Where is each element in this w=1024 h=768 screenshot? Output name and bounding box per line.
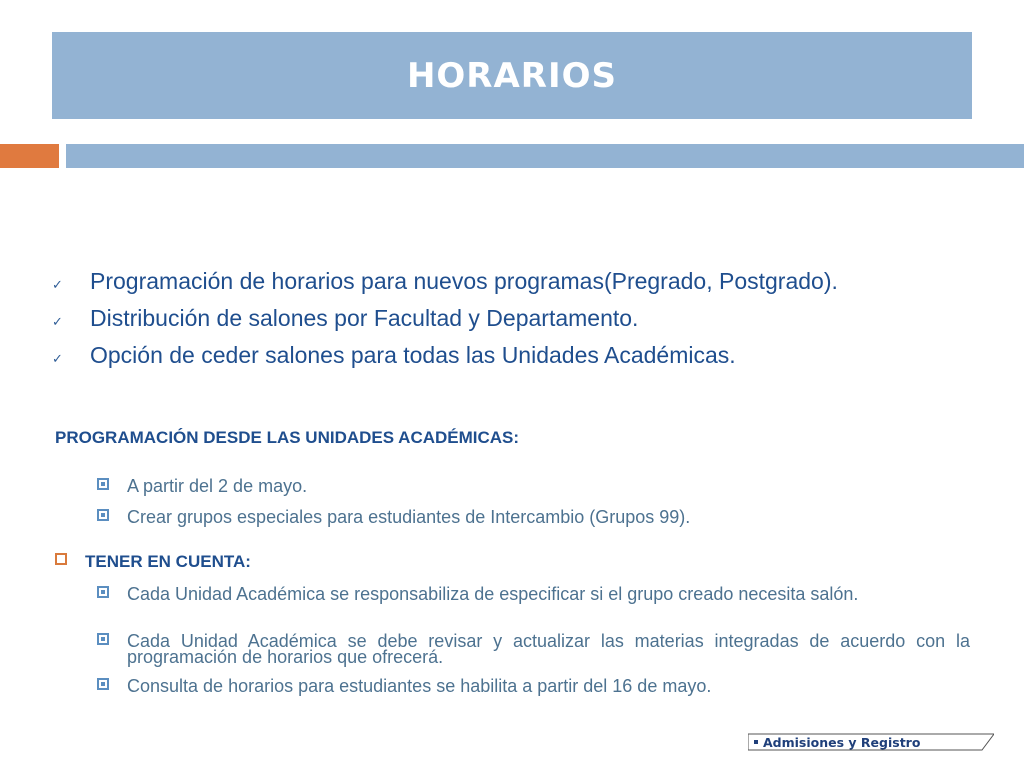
slide-title: HORARIOS [406,55,618,96]
square-bullet-icon [55,553,67,565]
list-item [97,678,970,694]
checklist-item [52,305,992,342]
checklist-item [52,342,992,379]
logo-bullet-icon [754,740,758,744]
list-item [97,586,970,602]
list-item-text: Cada Unidad Académica se responsabiliza de especificar si el grupo creado necesita salón. [127,584,859,604]
list-item [97,509,970,525]
blue-accent-bar [66,144,1024,168]
list-item [97,478,970,494]
tener-heading: TENER EN CUENTA: [85,552,251,571]
square-bullet-icon [97,478,109,490]
title-bar [52,32,972,119]
tener-en-cuenta [55,552,251,572]
checkmark-icon: ✓ [52,277,63,292]
checklist-item-text: Opción de ceder salones para todas las Unidades Académicas. [90,342,736,368]
checklist-item-text: Distribución de salones por Facultad y Departamento. [90,305,639,331]
square-bullet-icon [97,509,109,521]
checkmark-icon: ✓ [52,314,63,329]
list-item-text: Crear grupos especiales para estudiantes de Intercambio (Grupos 99). [127,507,691,527]
list-item-text: Consulta de horarios para estudiantes se habilita a partir del 16 de mayo. [127,676,712,696]
list-item-text: A partir del 2 de mayo. [127,476,308,496]
checklist-item [52,268,992,305]
section-heading: PROGRAMACIÓN DESDE LAS UNIDADES ACADÉMICAS: [55,428,520,447]
list-item [97,633,970,665]
square-bullet-icon [97,586,109,598]
orange-accent-bar [0,144,59,168]
square-bullet-icon [97,678,109,690]
admisiones-logo [748,732,994,752]
list-item-text: Cada Unidad Académica se debe revisar y actualizar las materias integradas de acuerdo con la programación de horarios que ofrecerá. [127,631,970,667]
logo-text: Admisiones y Registro [763,735,921,750]
square-bullet-icon [97,633,109,645]
checklist [52,268,992,379]
checkmark-icon: ✓ [52,351,63,366]
checklist-item-text: Programación de horarios para nuevos programas(Pregrado, Postgrado). [90,268,838,294]
